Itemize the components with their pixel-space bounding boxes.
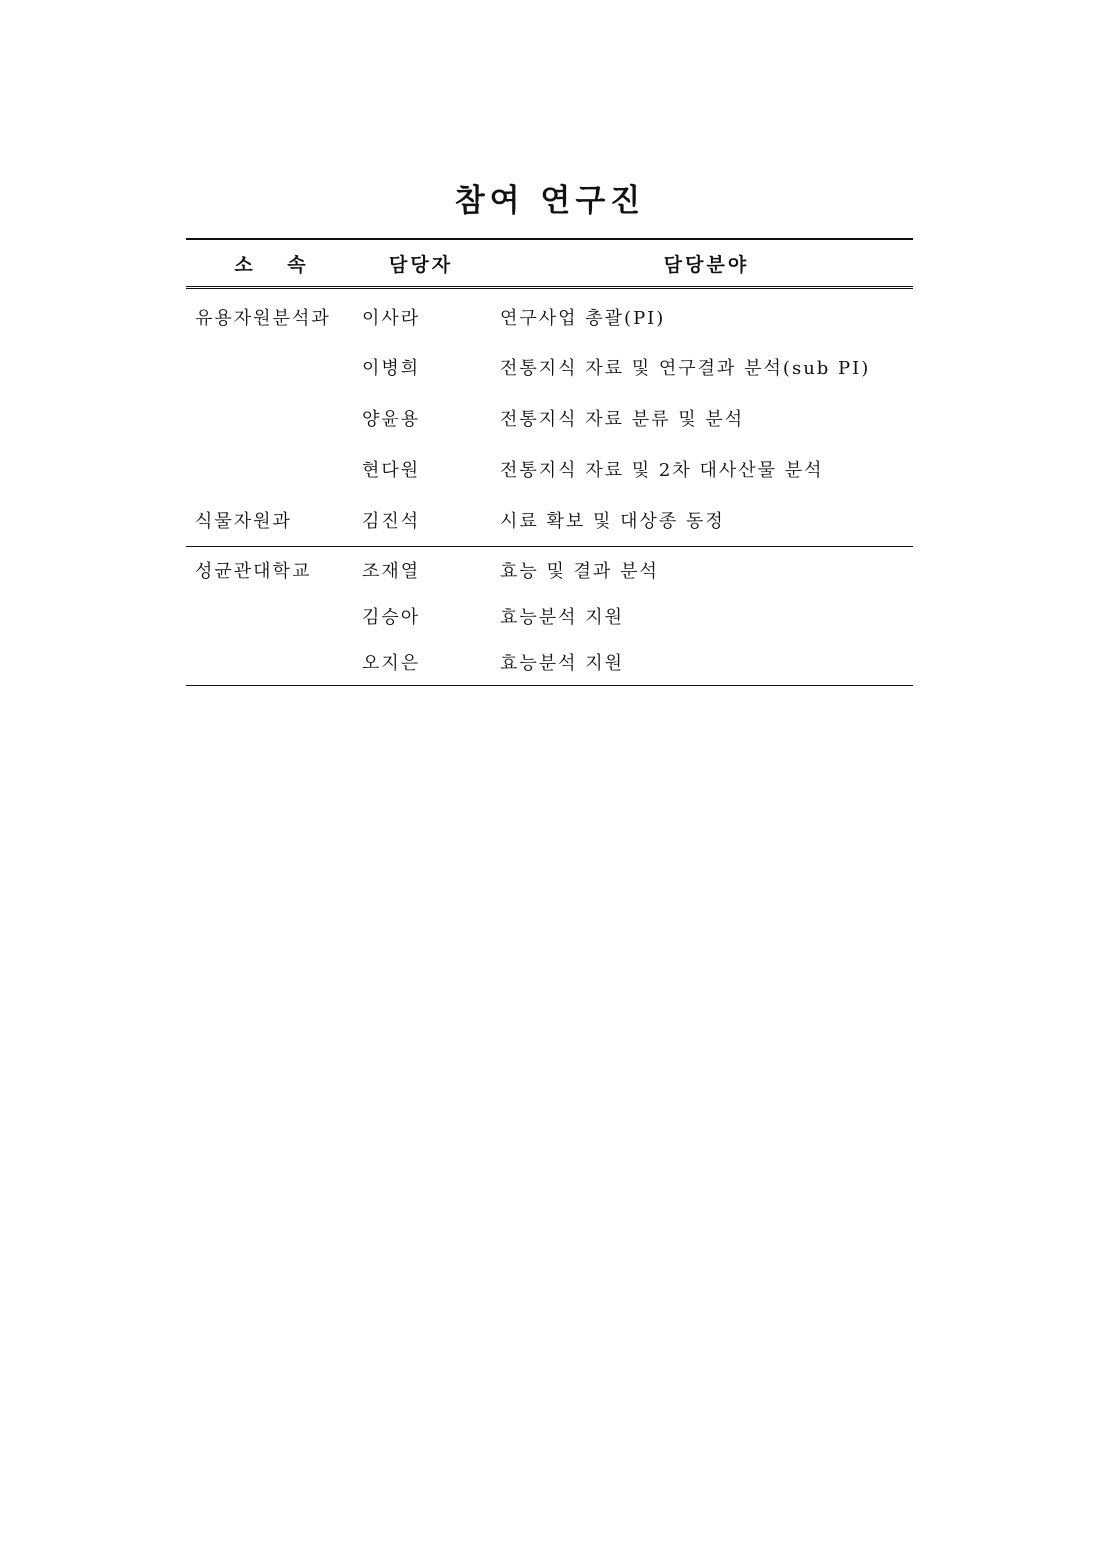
cell-person: 현다원	[362, 459, 421, 481]
cell-person: 이사라	[362, 308, 421, 329]
cell-affiliation: 식물자원과	[195, 511, 292, 532]
cell-affiliation: 유용자원분석과	[195, 308, 331, 329]
cell-field: 전통지식 자료 및 2차 대사산물 분석	[500, 459, 824, 481]
cell-affiliation	[186, 443, 360, 494]
research-team-table-container	[186, 238, 913, 686]
cell-field: 효능분석 지원	[500, 607, 625, 628]
table-row	[186, 392, 913, 443]
table-row	[186, 547, 913, 594]
cell-person: 김진석	[362, 511, 421, 532]
table-row	[186, 593, 913, 639]
cell-field: 전통지식 자료 및 연구결과 분석(sub PI)	[500, 357, 871, 379]
cell-person: 이병희	[362, 357, 421, 379]
cell-field: 효능분석 지원	[500, 639, 913, 686]
cell-field: 연구사업 총괄(PI)	[500, 308, 666, 329]
cell-field: 효능 및 결과 분석	[500, 547, 913, 594]
header-field: 담당분야	[663, 253, 750, 276]
cell-field: 시료 확보 및 대상종 동정	[500, 511, 725, 532]
cell-affiliation	[186, 392, 360, 443]
page-title: 참여 연구진	[454, 183, 646, 219]
table-row	[186, 443, 913, 494]
cell-affiliation	[186, 639, 360, 686]
cell-person: 양윤용	[362, 408, 421, 430]
cell-person: 오지은	[360, 639, 500, 686]
table-row	[186, 288, 913, 342]
table-row	[186, 494, 913, 547]
cell-person: 조재열	[360, 547, 500, 594]
cell-affiliation	[186, 341, 360, 392]
table-row	[186, 341, 913, 392]
cell-affiliation: 성균관대학교	[186, 547, 360, 594]
cell-field: 전통지식 자료 분류 및 분석	[500, 408, 745, 430]
research-team-table	[186, 238, 913, 686]
cell-person: 김승아	[362, 607, 421, 628]
header-affiliation: 소 속	[234, 253, 320, 276]
table-header	[186, 239, 913, 288]
table-body	[186, 288, 913, 686]
table-row	[186, 639, 913, 686]
cell-affiliation	[186, 593, 360, 639]
header-row	[186, 239, 913, 288]
header-person: 담당자	[389, 253, 454, 276]
